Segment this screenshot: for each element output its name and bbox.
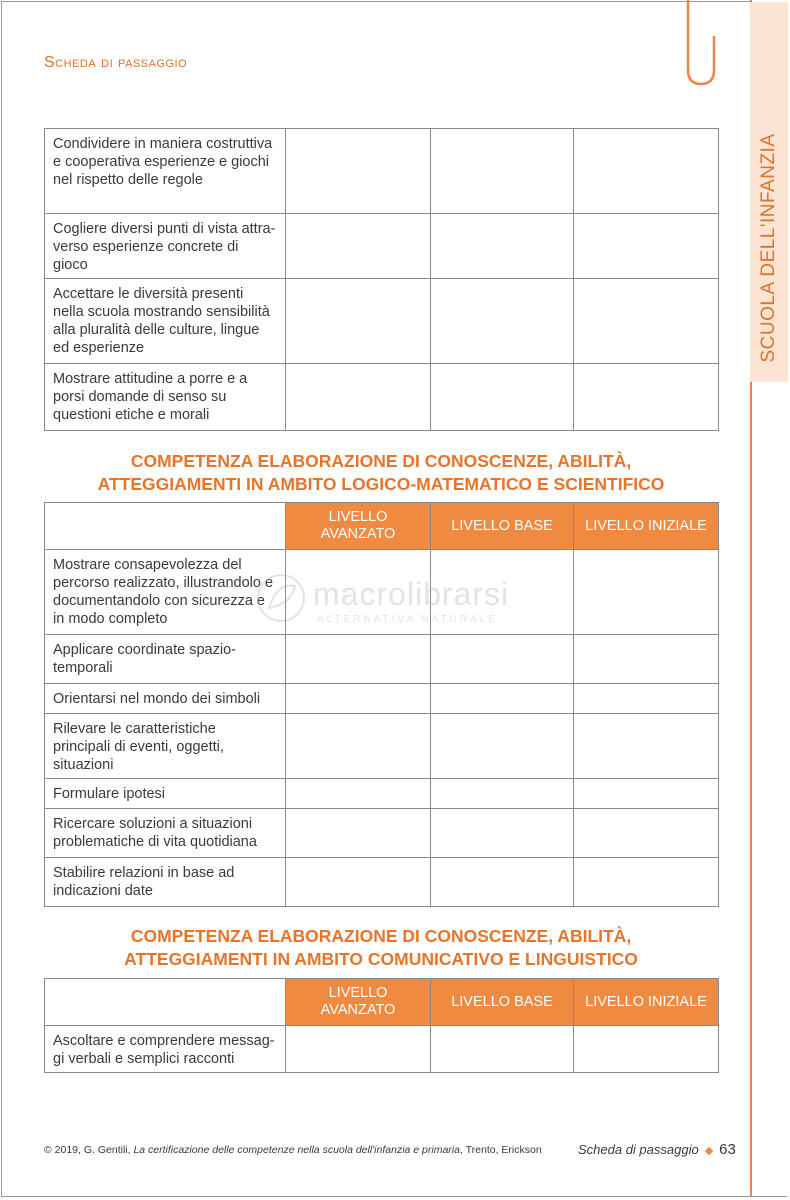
assessment-cell-livello-avanzato[interactable]	[286, 779, 431, 809]
assessment-cell-livello-avanzato[interactable]	[286, 858, 431, 907]
assessment-cell-livello-base[interactable]	[431, 779, 574, 809]
assessment-cell-livello-avanzato[interactable]	[286, 364, 431, 431]
competence-description: Rilevare le caratteristiche principali di eventi, oggetti, situazioni	[45, 714, 286, 779]
table-row	[45, 779, 719, 809]
assessment-cell-livello-base[interactable]	[431, 858, 574, 907]
table-row	[45, 364, 719, 431]
section-title-line: ATTEGGIAMENTI IN AMBITO LOGICO-MATEMATICO E SCIENTIFICO	[97, 474, 665, 494]
competence-description: Mostrare attitudine a porre e a porsi domande di senso su questioni etiche e morali	[45, 364, 286, 431]
table-comunicativo	[44, 978, 719, 1073]
assessment-cell-livello-iniziale[interactable]	[574, 809, 719, 858]
competence-description: Orientarsi nel mondo dei simboli	[45, 684, 286, 714]
leaf-logo-icon	[255, 572, 307, 624]
watermark	[255, 570, 545, 630]
assessment-cell-livello-base[interactable]	[431, 1026, 574, 1073]
header-livello-avanzato: LIVELLO AVANZATO	[286, 979, 431, 1026]
assessment-cell-livello-iniziale[interactable]	[574, 779, 719, 809]
assessment-cell-livello-iniziale[interactable]	[574, 684, 719, 714]
diamond-icon: ◆	[704, 1145, 714, 1157]
page-header-title: Scheda di passaggio	[44, 54, 188, 71]
table-row	[45, 684, 719, 714]
competence-description: Ascoltare e comprendere messag-gi verbali e semplici racconti	[45, 1026, 286, 1073]
table-row	[45, 279, 719, 364]
header-livello-base: LIVELLO BASE	[431, 979, 574, 1026]
assessment-cell-livello-base[interactable]	[431, 635, 574, 684]
table-row	[45, 1026, 719, 1073]
section-title-logico-matematico	[44, 450, 718, 496]
assessment-cell-livello-base[interactable]	[431, 809, 574, 858]
assessment-cell-livello-base[interactable]	[431, 129, 574, 214]
assessment-cell-livello-avanzato[interactable]	[286, 714, 431, 779]
assessment-cell-livello-base[interactable]	[431, 214, 574, 279]
assessment-cell-livello-iniziale[interactable]	[574, 858, 719, 907]
assessment-cell-livello-iniziale[interactable]	[574, 214, 719, 279]
table-row	[45, 809, 719, 858]
assessment-cell-livello-avanzato[interactable]	[286, 279, 431, 364]
table-logico-matematico	[44, 502, 719, 907]
footer-citation	[44, 1144, 542, 1156]
assessment-cell-livello-avanzato[interactable]	[286, 635, 431, 684]
assessment-cell-livello-iniziale[interactable]	[574, 550, 719, 635]
competence-description: Accettare le diversità presenti nella scuola mostrando sensibilità alla pluralità delle culture, lingue ed esperienze	[45, 279, 286, 364]
competence-description: Mostrare consapevolezza del percorso realizzato, illustrandolo e documentandolo con sicurezza e in modo completo	[45, 550, 286, 635]
footer-citation-prefix: © 2019, G. Gentili,	[44, 1144, 134, 1156]
table-row	[45, 214, 719, 279]
assessment-cell-livello-iniziale[interactable]	[574, 1026, 719, 1073]
table-row	[45, 635, 719, 684]
table-row	[45, 858, 719, 907]
assessment-cell-livello-base[interactable]	[431, 684, 574, 714]
competence-description: Stabilire relazioni in base ad indicazioni date	[45, 858, 286, 907]
assessment-cell-livello-avanzato[interactable]	[286, 129, 431, 214]
table-social-competence	[44, 128, 719, 431]
assessment-cell-livello-avanzato[interactable]	[286, 684, 431, 714]
footer-citation-suffix: , Trento, Erickson	[459, 1144, 542, 1156]
assessment-cell-livello-iniziale[interactable]	[574, 129, 719, 214]
table-row	[45, 129, 719, 214]
section-title-line: COMPETENZA ELABORAZIONE DI CONOSCENZE, ABILITÀ,	[130, 926, 632, 946]
assessment-cell-livello-base[interactable]	[431, 714, 574, 779]
header-livello-iniziale: LIVELLO INIZIALE	[574, 979, 719, 1026]
header-livello-avanzato: LIVELLO AVANZATO	[286, 503, 431, 550]
watermark-brand: macrolibrarsi	[313, 576, 510, 612]
paperclip-icon	[680, 0, 722, 90]
competence-description: Formulare ipotesi	[45, 779, 286, 809]
assessment-cell-livello-avanzato[interactable]	[286, 809, 431, 858]
page-number: 63	[719, 1141, 736, 1158]
table-row	[45, 714, 719, 779]
competence-description: Ricercare soluzioni a situazioni problematiche di vita quotidiana	[45, 809, 286, 858]
footer-section-name: Scheda di passaggio	[578, 1142, 699, 1157]
assessment-cell-livello-base[interactable]	[431, 364, 574, 431]
side-tab-label: SCUOLA DELL'INFANZIA	[758, 133, 779, 363]
competence-description: Cogliere diversi punti di vista attra-verso esperienze concrete di gioco	[45, 214, 286, 279]
assessment-cell-livello-iniziale[interactable]	[574, 635, 719, 684]
watermark-tagline: ALTERNATIVA NATURALE	[317, 614, 498, 625]
header-blank-cell	[45, 979, 286, 1026]
assessment-cell-livello-avanzato[interactable]	[286, 1026, 431, 1073]
header-livello-base: LIVELLO BASE	[431, 503, 574, 550]
assessment-cell-livello-base[interactable]	[431, 279, 574, 364]
section-title-line: ATTEGGIAMENTI IN AMBITO COMUNICATIVO E LINGUISTICO	[124, 949, 638, 969]
header-blank-cell	[45, 503, 286, 550]
competence-description: Condividere in maniera costruttiva e cooperativa esperienze e giochi nel rispetto delle regole	[45, 129, 286, 214]
assessment-cell-livello-avanzato[interactable]	[286, 214, 431, 279]
assessment-cell-livello-iniziale[interactable]	[574, 714, 719, 779]
footer-page-info	[578, 1141, 736, 1158]
section-title-line: COMPETENZA ELABORAZIONE DI CONOSCENZE, ABILITÀ,	[130, 451, 632, 471]
competence-description: Applicare coordinate spazio-temporali	[45, 635, 286, 684]
assessment-cell-livello-iniziale[interactable]	[574, 279, 719, 364]
header-livello-iniziale: LIVELLO INIZIALE	[574, 503, 719, 550]
footer-citation-title: La certificazione delle competenze nella scuola dell'infanzia e primaria	[133, 1144, 460, 1156]
assessment-cell-livello-iniziale[interactable]	[574, 364, 719, 431]
section-title-comunicativo	[44, 925, 718, 971]
